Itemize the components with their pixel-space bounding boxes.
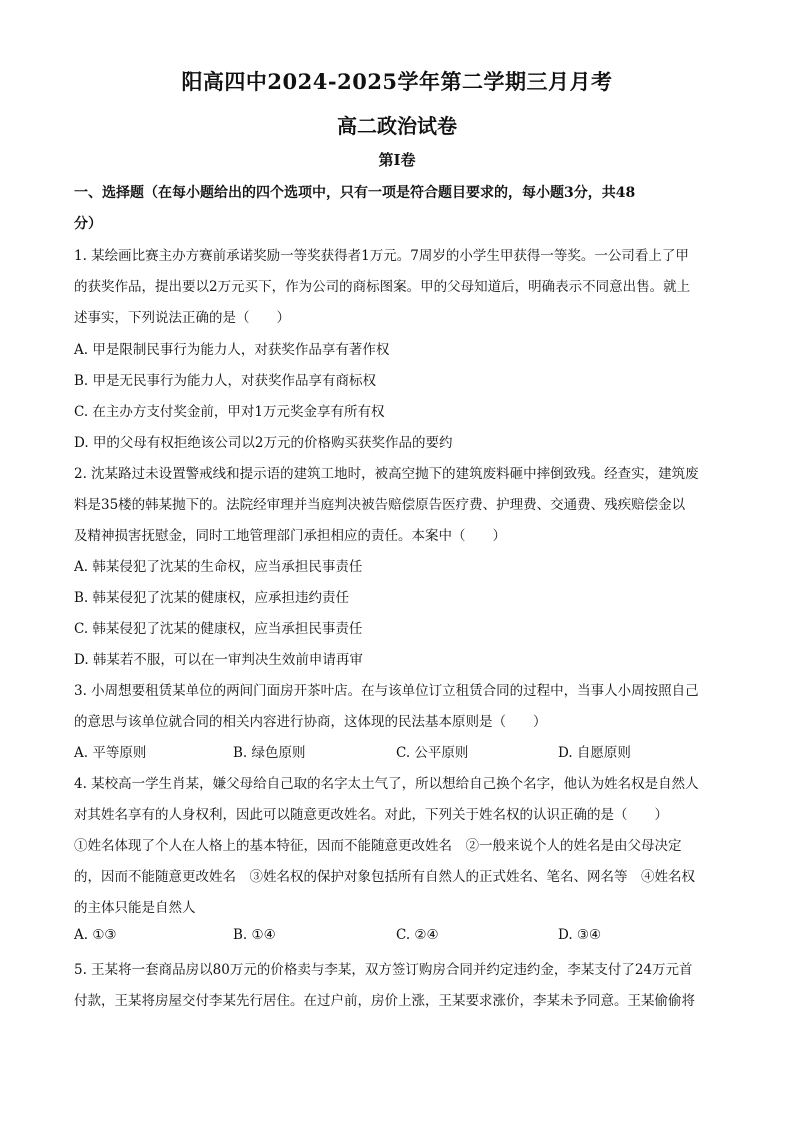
q2-option-b: B. 韩某侵犯了沈某的健康权，应承担违约责任: [74, 590, 350, 606]
q4-stem: 对其姓名享有的人身权利，因此可以随意更改姓名。对此，下列关于姓名权的认识正确的是（ ）: [74, 807, 668, 823]
q2-stem: 2. 沈某路过未设置警戒线和提示语的建筑工地时，被高空抛下的建筑废料砸中摔倒致残。经查实，建筑废: [74, 466, 699, 482]
q1-option-a: A. 甲是限制民事行为能力人，对获奖作品享有著作权: [74, 342, 390, 358]
q3-option-a: A. 平等原则: [74, 745, 147, 761]
subject-title: 高二政治试卷: [337, 114, 457, 138]
q1-option-c: C. 在主办方支付奖金前，甲对1万元奖金享有所有权: [74, 404, 385, 420]
q3-stem: 的意思与该单位就合同的相关内容进行协商，这体现的民法基本原则是（ ）: [74, 714, 547, 730]
q1-stem: 述事实，下列说法正确的是（ ）: [74, 310, 290, 326]
q4-option-a: A. ①③: [74, 927, 117, 943]
q3-option-b: B. 绿色原则: [233, 745, 306, 761]
q4-option-b: B. ①④: [233, 927, 276, 943]
q4-option-c: C. ②④: [396, 927, 439, 943]
q3-stem: 3. 小周想要租赁某单位的两间门面房开茶叶店。在与该单位订立租赁合同的过程中，当事人小周按照自己: [74, 683, 699, 699]
q4-stem: 4. 某校高一学生肖某，嫌父母给自己取的名字太土气了，所以想给自己换个名字，他认为姓名权是自然人: [74, 776, 699, 792]
q1-option-d: D. 甲的父母有权拒绝该公司以2万元的价格购买获奖作品的要约: [74, 435, 453, 451]
q2-option-d: D. 韩某若不服，可以在一审判决生效前申请再审: [74, 652, 363, 668]
q3-option-d: D. 自愿原则: [558, 745, 631, 761]
q5-stem: 5. 王某将一套商品房以80万元的价格卖与李某，双方签订购房合同并约定违约金，李某支付了24万元首: [74, 962, 693, 978]
q1-stem: 1. 某绘画比赛主办方赛前承诺奖励一等奖获得者1万元。7周岁的小学生甲获得一等奖。一公司看上了甲: [74, 248, 689, 264]
q3-option-c: C. 公平原则: [396, 745, 469, 761]
q1-stem: 的获奖作品，提出要以2万元买下，作为公司的商标图案。甲的父母知道后，明确表示不同意出售。就上: [74, 279, 691, 295]
exam-title: 阳高四中2024-2025学年第二学期三月月考: [181, 69, 613, 94]
q5-stem: 付款，王某将房屋交付李某先行居住。在过户前，房价上涨，王某要求涨价，李某未予同意。王某偷偷将: [74, 993, 695, 1009]
q4-option-d: D. ③④: [558, 927, 602, 943]
q2-option-c: C. 韩某侵犯了沈某的健康权，应当承担民事责任: [74, 621, 363, 637]
q2-stem: 料是35楼的韩某抛下的。法院经审理并当庭判决被告赔偿原告医疗费、护理费、交通费、残疾赔偿金以: [74, 497, 686, 513]
q1-option-b: B. 甲是无民事行为能力人，对获奖作品享有商标权: [74, 373, 377, 389]
q2-stem: 及精神损害抚慰金，同时工地管理部门承担相应的责任。本案中（ ）: [74, 528, 506, 544]
section-heading-cont: 分）: [74, 216, 102, 232]
q4-stem: ①姓名体现了个人在人格上的基本特征，因而不能随意更改姓名 ②一般来说个人的姓名是由父母决定: [74, 838, 682, 854]
q2-option-a: A. 韩某侵犯了沈某的生命权，应当承担民事责任: [74, 559, 363, 575]
q4-stem: 的主体只能是自然人: [74, 900, 196, 916]
volume-label: 第Ⅰ卷: [378, 151, 416, 169]
q4-stem: 的，因而不能随意更改姓名 ③姓名权的保护对象包括所有自然人的正式姓名、笔名、网名等 ④姓名权: [74, 869, 695, 885]
section-heading: 一、选择题（在每小题给出的四个选项中，只有一项是符合题目要求的，每小题3分，共48: [74, 185, 636, 201]
